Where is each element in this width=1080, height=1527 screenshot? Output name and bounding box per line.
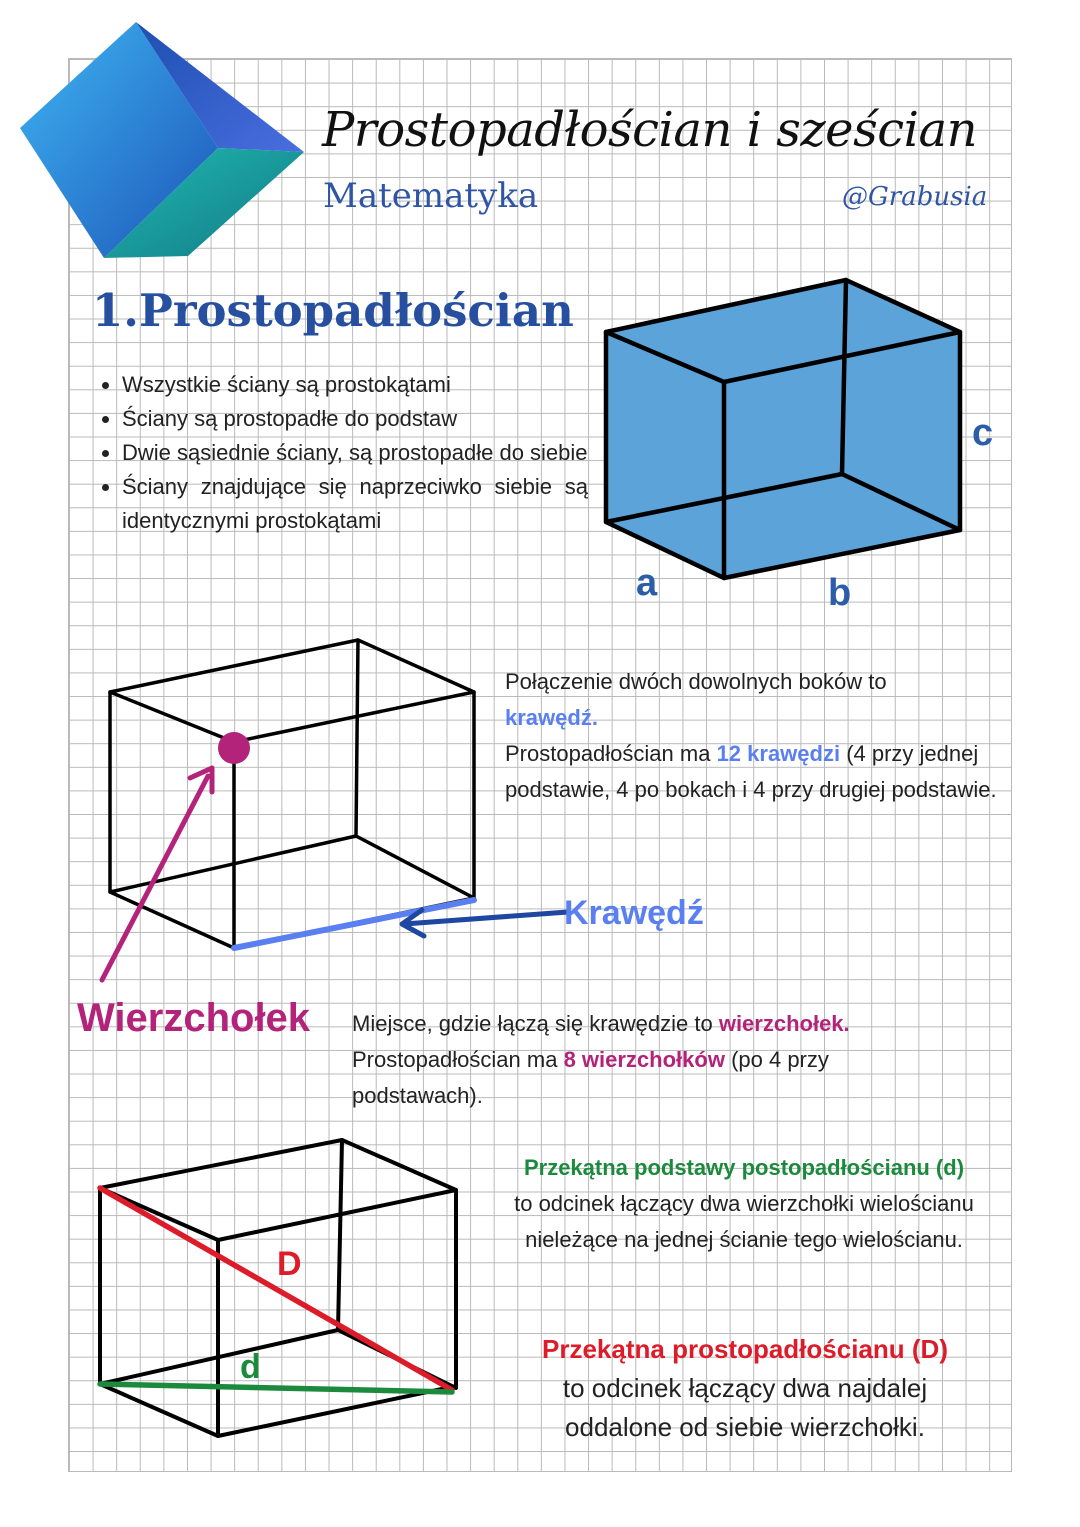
list-item: • Wszystkie ściany są prostokątami: [122, 368, 588, 402]
base-diagonal-label: d: [240, 1348, 261, 1386]
dimension-b-label: b: [828, 572, 852, 614]
vertex-description: Miejsce, gdzie łączą się krawędzie to wierzchołek. Prostopadłościan ma 8 wierzchołków (po 4 przy podstawach).: [352, 1011, 850, 1108]
dimension-a-label: a: [636, 562, 658, 604]
dimension-c-label: c: [972, 412, 994, 454]
subject-label: Matematyka: [323, 176, 539, 216]
edge-description: Połączenie dwóch dowolnych boków to krawędź. Prostopadłościan ma 12 krawędzi (4 przy jednej podstawie, 4 po bokach i 4 przy drugiej podstawie.: [505, 669, 997, 802]
cube-logo-icon: [18, 20, 308, 262]
vertex-term: wierzchołek.: [718, 1011, 850, 1036]
vertex-label: Wierzchołek: [77, 996, 311, 1040]
section-heading: 1.Prostopadłościan: [92, 284, 574, 337]
author-handle: @Grabusia: [842, 182, 988, 212]
edge-count: 12 krawędzi: [716, 741, 841, 766]
diagonals-diagram: [90, 1130, 470, 1450]
base-diagonal-title: Przekątna podstawy postopadłościanu (d): [523, 1155, 965, 1180]
vertex-count: 8 wierzchołków: [563, 1047, 725, 1072]
space-diagonal-label: D: [277, 1245, 302, 1283]
edge-term: krawędź.: [505, 705, 598, 730]
page-title: Prostopadłościan i sześcian: [322, 102, 977, 158]
base-diagonal-description: Przekątna podstawy postopadłościanu (d) to odcinek łączący dwa wierzchołki wielościanu nieleżące na jednej ścianie tego wielościanu.: [484, 1150, 1004, 1258]
cuboid-diagram: [596, 272, 976, 592]
list-item: • Ściany znajdujące się naprzeciwko siebie są identycznymi prostokątami: [122, 470, 588, 538]
properties-list: [96, 368, 588, 538]
list-item: • Ściany są prostopadłe do podstaw: [122, 402, 588, 436]
space-diagonal-title: Przekątna prostopadłościanu (D): [542, 1334, 948, 1364]
edge-label: Krawędź: [564, 894, 704, 932]
list-item: • Dwie sąsiednie ściany, są prostopadłe do siebie: [122, 436, 588, 470]
space-diagonal-description: Przekątna prostopadłościanu (D) to odcinek łączący dwa najdalej oddalone od siebie wierzchołki.: [490, 1330, 1000, 1447]
arrow-icon: [392, 896, 572, 940]
